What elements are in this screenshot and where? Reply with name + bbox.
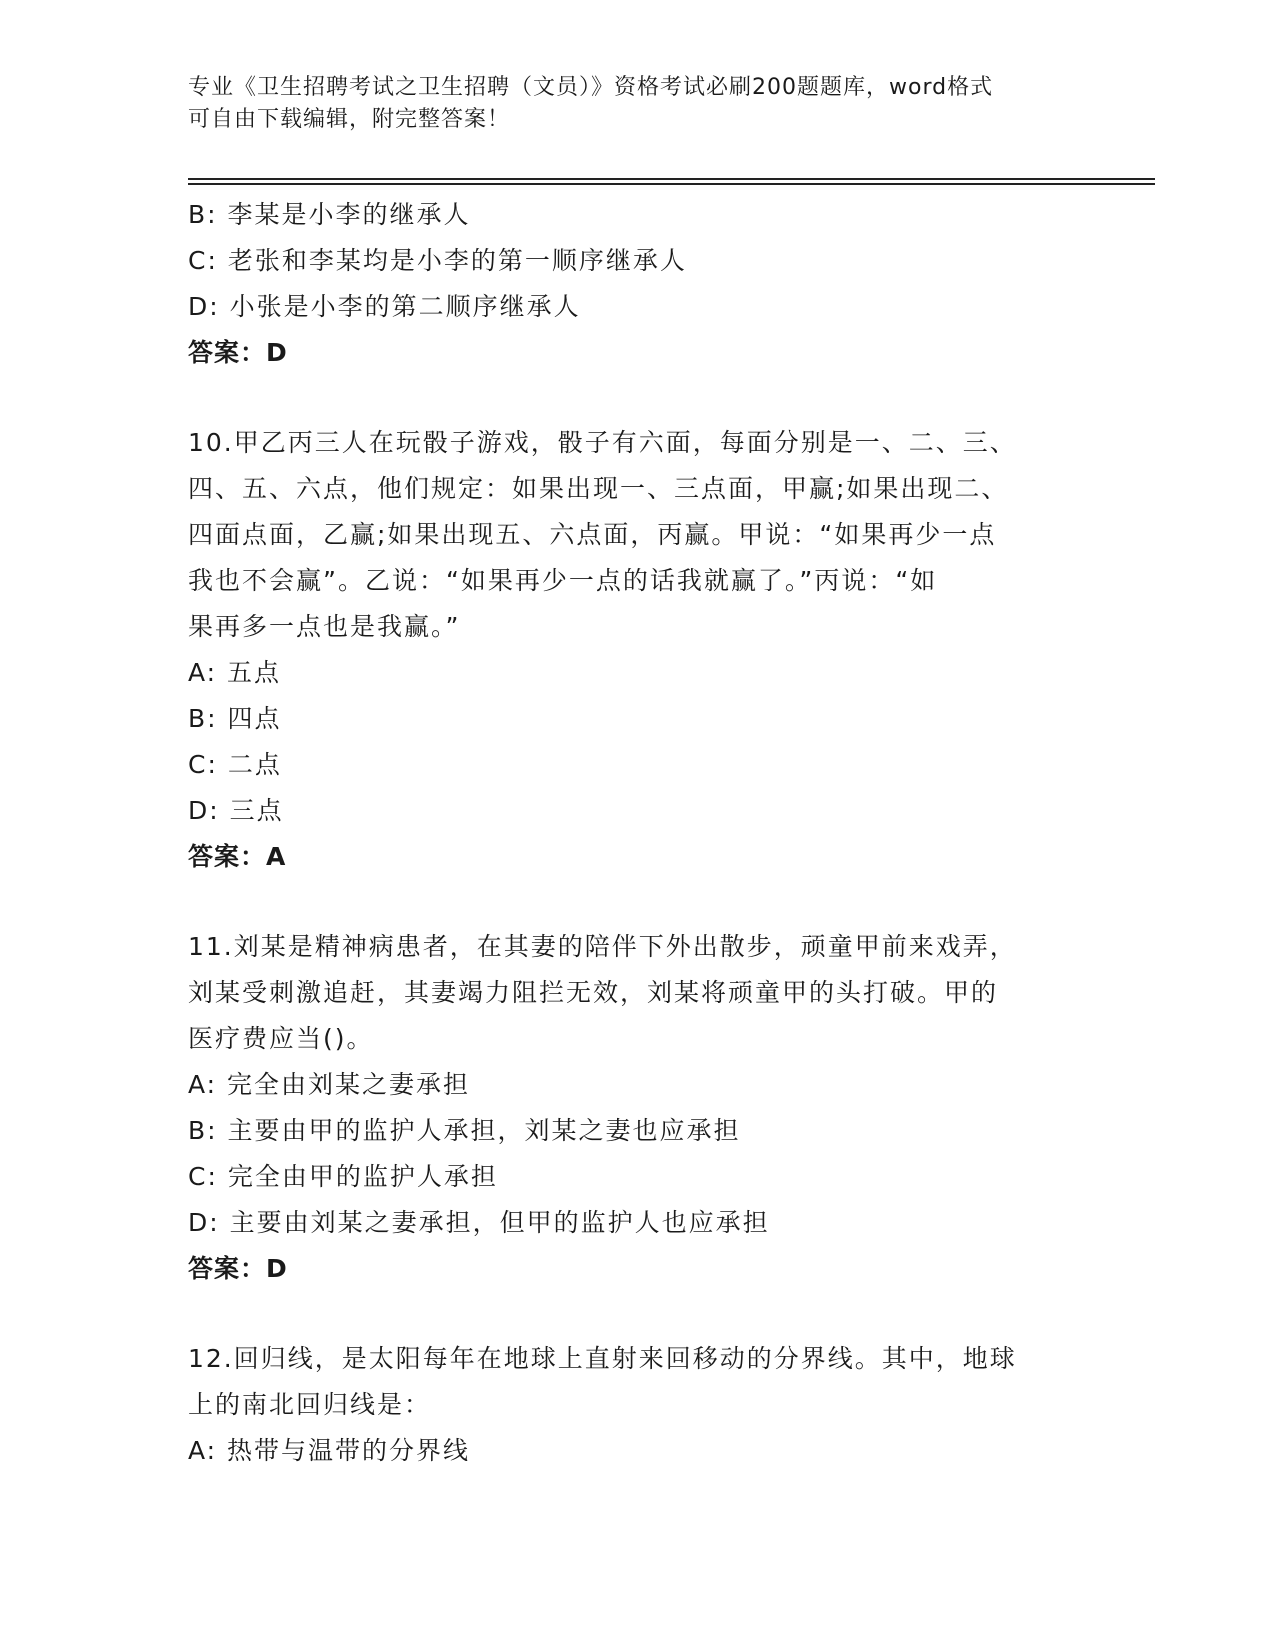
question-12 [188, 1336, 1088, 1474]
header-divider-bottom [188, 183, 1155, 185]
option-d: D: 三点 [188, 796, 284, 825]
question-9-tail [188, 192, 1088, 376]
stem-line: 四面点面，乙赢;如果出现五、六点面，丙赢。甲说：“如果再少一点 [188, 520, 997, 549]
option-c: C: 完全由甲的监护人承担 [188, 1162, 498, 1191]
option-a: A: 热带与温带的分界线 [188, 1436, 471, 1465]
document-header [188, 72, 1088, 136]
header-divider-top [188, 178, 1155, 180]
stem-line: 我也不会赢”。乙说：“如果再少一点的话我就赢了。”丙说：“如 [188, 566, 938, 595]
option-c: C: 老张和李某均是小李的第一顺序继承人 [188, 246, 687, 275]
stem-line: 四、五、六点，他们规定：如果出现一、三点面，甲赢;如果出现二、 [188, 474, 1009, 503]
option-b: B: 李某是小李的继承人 [188, 200, 471, 229]
option-b: B: 四点 [188, 704, 282, 733]
question-10 [188, 420, 1088, 880]
option-a: A: 完全由刘某之妻承担 [188, 1070, 471, 1099]
header-title-line-2: 可自由下载编辑，附完整答案！ [188, 107, 511, 132]
question-list [188, 192, 1088, 1474]
stem-line: 10.甲乙丙三人在玩骰子游戏，骰子有六面，每面分别是一、二、三、 [188, 428, 1017, 457]
stem-line: 医疗费应当()。 [188, 1024, 374, 1053]
stem-line: 12.回归线，是太阳每年在地球上直射来回移动的分界线。其中，地球 [188, 1344, 1017, 1373]
option-d: D: 小张是小李的第二顺序继承人 [188, 292, 581, 321]
question-11 [188, 924, 1088, 1292]
stem-line: 刘某受刺激追赶，其妻竭力阻拦无效，刘某将顽童甲的头打破。甲的 [188, 978, 999, 1007]
question-stem [188, 924, 1088, 1062]
stem-line: 11.刘某是精神病患者，在其妻的陪伴下外出散步，顽童甲前来戏弄， [188, 932, 1017, 961]
answer-line: 答案：D [188, 1254, 288, 1283]
option-b: B: 主要由甲的监护人承担，刘某之妻也应承担 [188, 1116, 741, 1145]
stem-line: 上的南北回归线是： [188, 1390, 432, 1419]
stem-line: 果再多一点也是我赢。” [188, 612, 461, 641]
question-stem [188, 1336, 1088, 1428]
header-title-line-1: 专业《卫生招聘考试之卫生招聘（文员）》资格考试必刷200题题库，word格式 [188, 75, 994, 100]
answer-line: 答案：D [188, 338, 288, 367]
question-stem [188, 420, 1088, 650]
option-d: D: 主要由刘某之妻承担，但甲的监护人也应承担 [188, 1208, 770, 1237]
option-a: A: 五点 [188, 658, 282, 687]
option-c: C: 二点 [188, 750, 282, 779]
answer-line: 答案：A [188, 842, 287, 871]
